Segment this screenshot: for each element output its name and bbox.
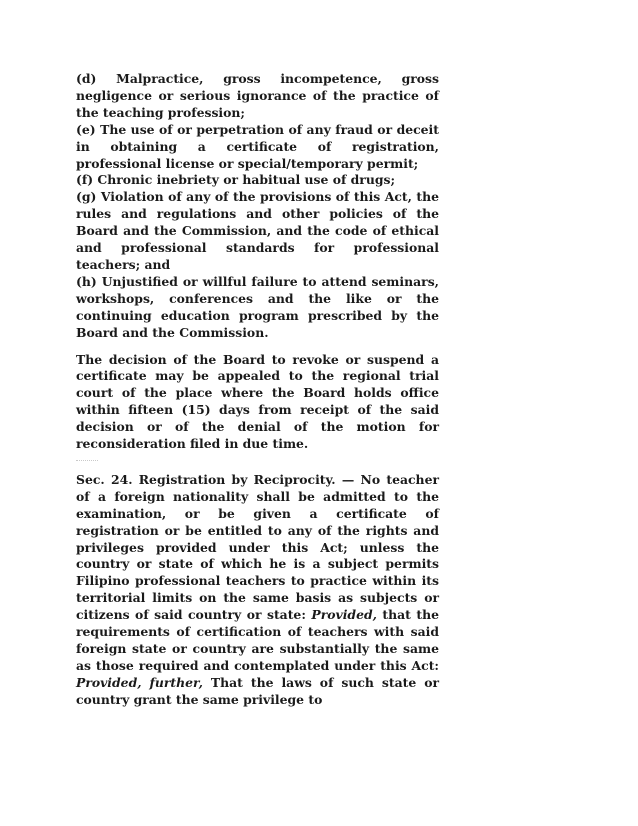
item-text: Violation of any of the provisions of this Act, the rules and regulations and other policies of the Board and the Commission, and the code of ethical and professional standards for professional teachers; and	[76, 189, 439, 272]
faint-dotted-mark	[76, 460, 98, 462]
section-24-paragraph	[76, 472, 439, 709]
decision-paragraph: The decision of the Board to revoke or suspend a certificate may be appealed to the regional trial court of the place where the Board holds office within fifteen (15) days from receipt of the said decision or of the denial of the motion for reconsideration filed in due time.	[76, 351, 439, 452]
item-marker: (f)	[76, 172, 94, 188]
document-page	[76, 71, 439, 709]
paragraph-spacer	[76, 342, 439, 352]
item-text: Malpractice, gross incompetence, gross negligence or serious ignorance of the practice of the teaching profession;	[76, 71, 439, 120]
list-item-h	[76, 274, 439, 342]
item-text: The use of or perpetration of any fraud or deceit in obtaining a certificate of registration, professional license or special/temporary permit;	[76, 121, 439, 171]
section-text: that the requirements of certification of teachers with said foreign state or country are substantially the same as those required and contemplated under this Act:	[76, 607, 439, 673]
item-marker: (e)	[76, 121, 96, 137]
item-text: Unjustified or willful failure to attend seminars, workshops, conferences and the like or the continuing education program prescribed by the Board and the Commission.	[76, 273, 439, 340]
section-text: That the laws of such state or country grant the same privilege to	[76, 674, 439, 707]
list-item-d	[76, 71, 439, 122]
list-item-e	[76, 122, 439, 173]
section-heading: Sec. 24. Registration by Reciprocity. —	[76, 471, 355, 487]
list-item-f	[76, 172, 439, 189]
section-text: No teacher of a foreign nationality shall be admitted to the examination, or be given a certificate of registration or be entitled to any of the rights and privileges provided under this Act; unless the country or state of which he is a subject permits Filipino professional teachers to practice within its territorial limits on the same basis as subjects or citizens of said country or state:	[76, 471, 439, 623]
provided-emphasis: Provided,	[311, 607, 377, 623]
provided-further-emphasis: Provided, further,	[76, 674, 203, 690]
list-item-g	[76, 189, 439, 274]
item-marker: (g)	[76, 189, 97, 205]
item-text: Chronic inebriety or habitual use of drugs;	[97, 172, 396, 188]
item-marker: (d)	[76, 71, 97, 86]
section-spacer	[76, 453, 439, 472]
item-marker: (h)	[76, 273, 97, 289]
